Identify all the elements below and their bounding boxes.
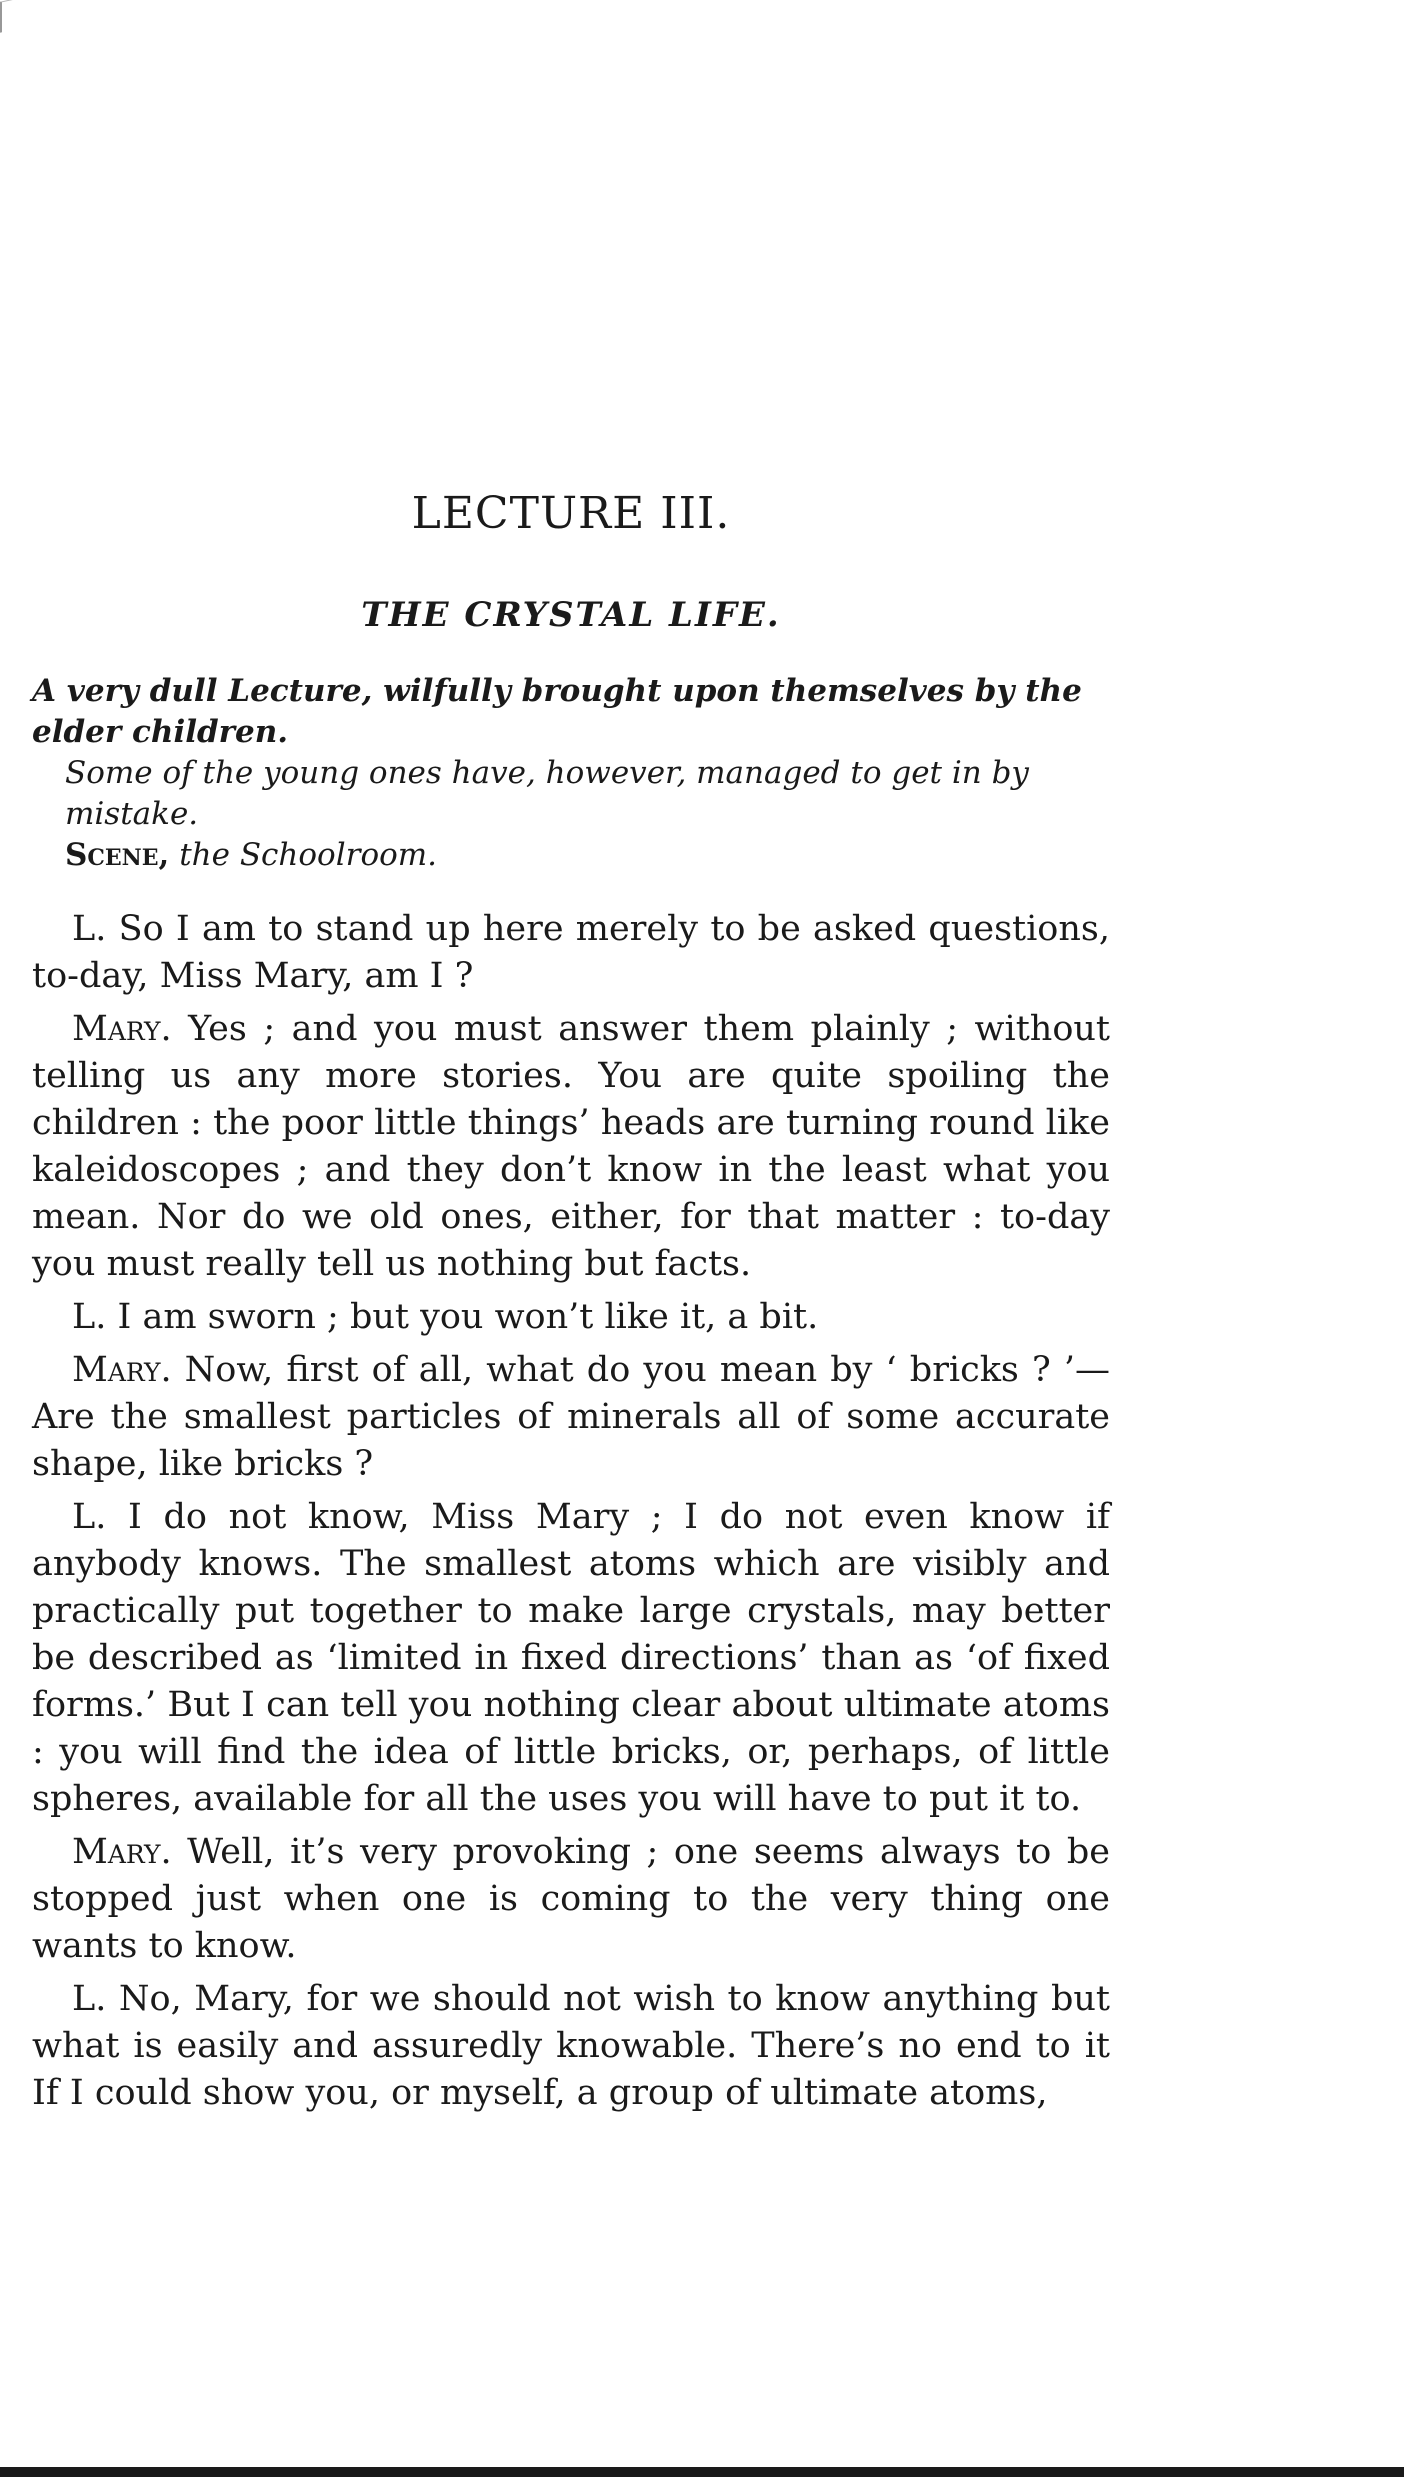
dialogue-paragraph <box>32 1294 1110 1341</box>
page-corner-mark <box>0 0 16 33</box>
scene-line <box>32 835 1110 876</box>
scan-bottom-edge <box>0 2467 1404 2477</box>
dialogue-paragraph <box>32 1347 1110 1488</box>
scene-text: the Schoolroom. <box>169 837 438 873</box>
lecture-title: LECTURE III. <box>411 488 731 539</box>
dialogue-paragraph <box>32 1006 1110 1288</box>
intro-line-2: Some of the young ones have, however, managed to get in by mistake. <box>65 755 1029 832</box>
speaker-name: L. <box>72 1297 107 1337</box>
dialogue-paragraph <box>32 906 1110 1000</box>
stage-direction <box>32 671 1110 876</box>
paragraph-text: Now, first of all, what do you mean by ‘ bricks ? ’— Are the smallest particles of minerals all of some accurate shape, like bricks ? <box>32 1350 1110 1484</box>
speaker-name: L. <box>72 1979 107 2019</box>
speaker-name: L. <box>72 909 107 949</box>
speaker-name: L. <box>72 1497 107 1537</box>
dialogue-paragraph <box>32 1494 1110 1823</box>
dialogue <box>32 906 1110 2117</box>
paragraph-text: Well, it’s very provoking ; one seems always to be stopped just when one is coming to the very thing one wants to know. <box>32 1832 1110 1966</box>
speaker-name: Mary. <box>72 1009 172 1049</box>
paragraph-text: I do not know, Miss Mary ; I do not even know if anybody knows. The smallest atoms which are visibly and practically put together to make large crystals, may better be described as ‘limited in fixed directions’ than as ‘of fixed forms.’ But I can tell you nothing clear about ultimate atoms : you will find the idea of little bricks, or, perhaps, of little spheres, available for all the uses you will have to put it to. <box>32 1497 1110 1819</box>
speaker-name: Mary. <box>72 1350 172 1390</box>
dialogue-paragraph <box>32 1976 1110 2117</box>
book-page <box>32 488 1110 2123</box>
speaker-name: Mary. <box>72 1832 172 1872</box>
paragraph-text: Yes ; and you must answer them plainly ; without telling us any more stories. You are quite spoiling the children : the poor little things’ heads are turning round like kaleidoscopes ; and they don’t know in the least what you mean. Nor do we old ones, either, for that matter : to-day you must really tell us nothing but facts. <box>32 1009 1110 1284</box>
paragraph-text: No, Mary, for we should not wish to know anything but what is easily and assuredly knowable. There’s no end to it If I could show you, or myself, a group of ultimate atoms, <box>32 1979 1110 2113</box>
paragraph-text: I am sworn ; but you won’t like it, a bit. <box>106 1297 819 1337</box>
dialogue-paragraph <box>32 1829 1110 1970</box>
paragraph-text: So I am to stand up here merely to be asked questions, to-day, Miss Mary, am I ? <box>32 909 1110 996</box>
scene-label: Scene, <box>65 837 170 873</box>
lecture-subtitle: THE CRYSTAL LIFE. <box>361 595 781 635</box>
intro-line-1: A very dull Lecture, wilfully brought upon themselves by the elder children. <box>32 673 1082 750</box>
